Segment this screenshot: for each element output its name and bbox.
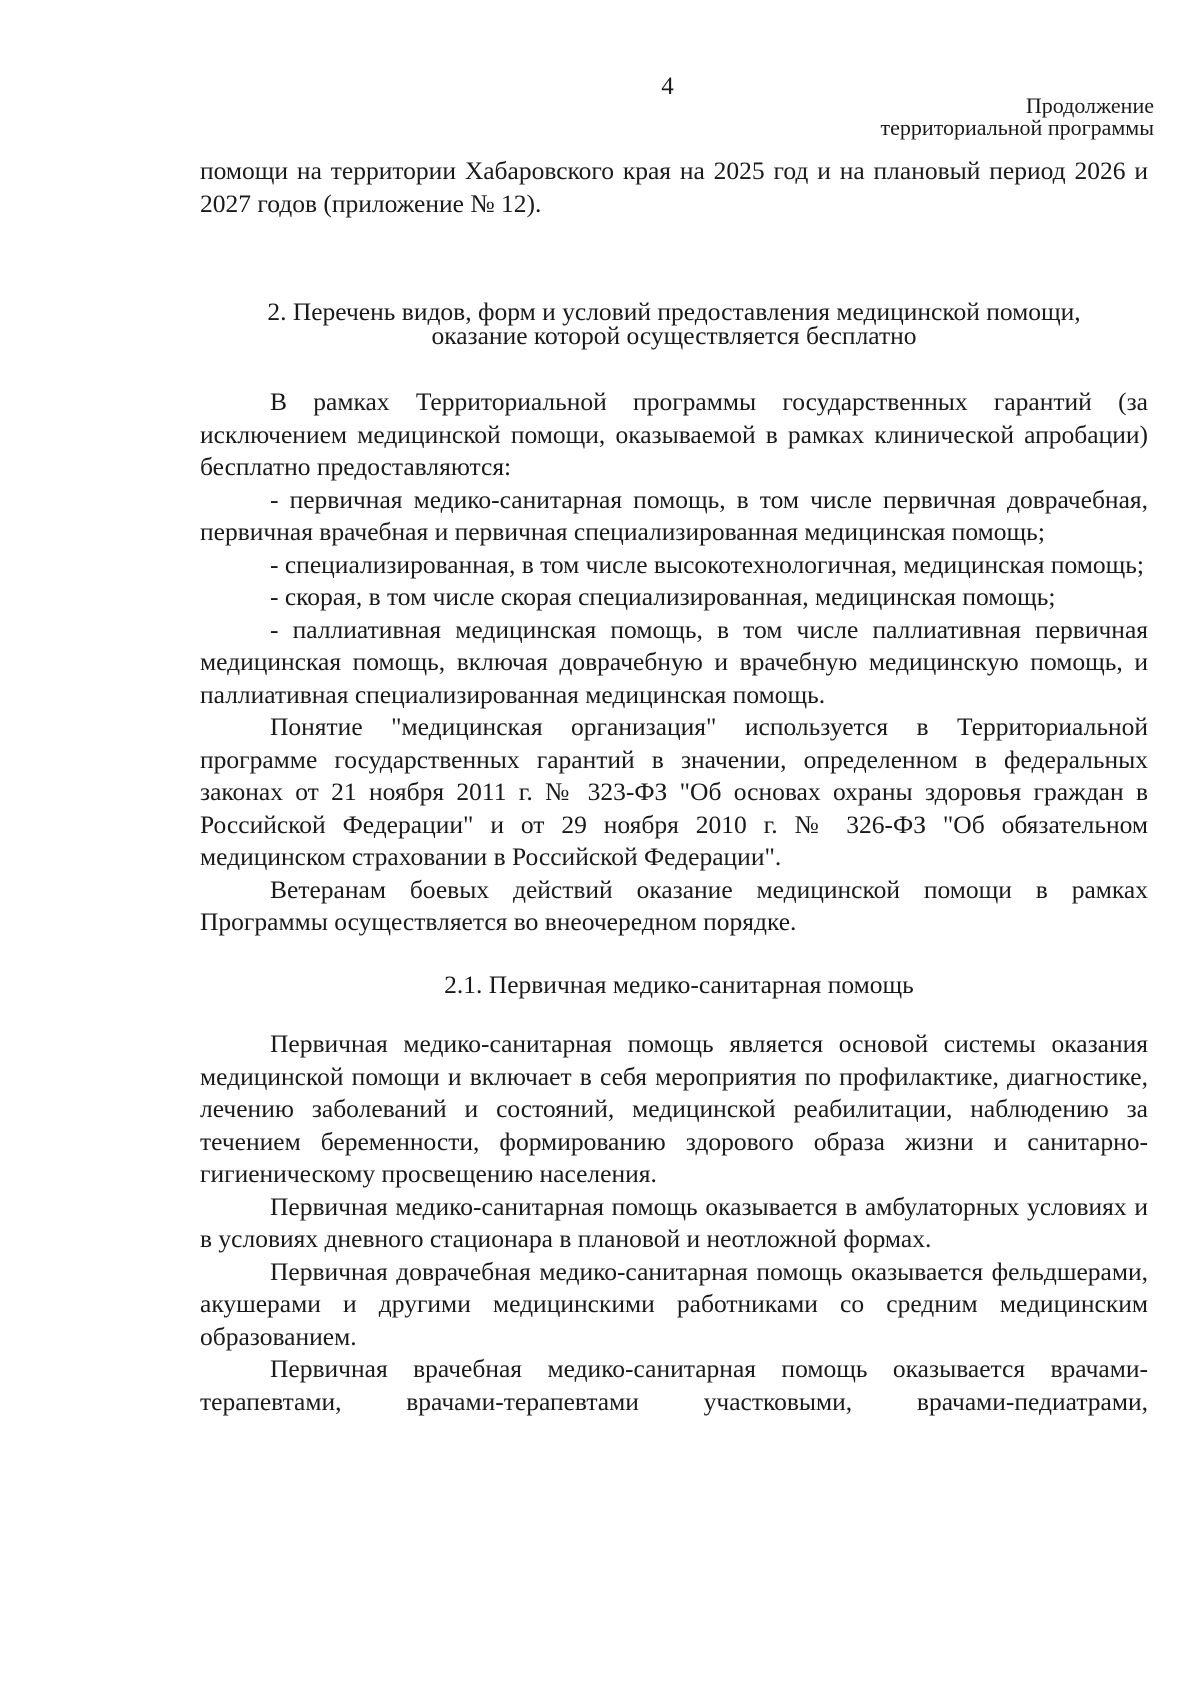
section-2-paragraph: В рамках Территориальной программы государственных гарантий (за исключением медицинской помощи, оказываемой в рамках клинической апробации) бесплатно предоставляются: (200, 387, 1148, 481)
document-body (200, 155, 1148, 1418)
section-2-1-heading: 2.1. Первичная медико-санитарная помощь (444, 969, 914, 999)
section-2-1-paragraph: Первичная медико-санитарная помощь является основой системы оказания медицинской помощи и включает в себя мероприятия по профилактике, диагностике, лечению заболеваний и состояний, медицинской реабилитации, наблюдению за течением беременности, формированию здорового образа жизни и санитарно-гигиеническому просвещению населения. (200, 1029, 1148, 1188)
continuation-note (881, 95, 1154, 139)
section-2-list-item: - скорая, в том числе скорая специализированная, медицинская помощь; (270, 582, 1056, 611)
section-2-list-item: - специализированная, в том числе высокотехнологичная, медицинская помощь; (270, 549, 1144, 579)
intro-paragraph: помощи на территории Хабаровского края на 2025 год и на плановый период 2026 и 2027 годов (приложение № 12). (200, 156, 1148, 218)
continuation-line-2: территориальной программы (880, 115, 1154, 140)
section-2-paragraph: Понятие "медицинская организация" используется в Территориальной программе государственных гарантий в значении, определенном в федеральных законах от 21 ноября 2011 г. № 323-ФЗ "Об основах охраны здоровья граждан в Российской Федерации" и от 29 ноября 2010 г. № 326-ФЗ "Об обязательном медицинском страховании в Российской Федерации". (200, 712, 1148, 871)
section-2-1-paragraph: Первичная медико-санитарная помощь оказывается в амбулаторных условиях и в условиях дневного стационара в плановой и неотложной формах. (200, 1191, 1148, 1253)
section-2-heading-line-2: оказание которой осуществляется бесплатно (431, 321, 917, 350)
continuation-line-1: Продолжение (1025, 93, 1154, 118)
section-2-list-item: - первичная медико-санитарная помощь, в том числе первичная доврачебная, первичная врачебная и первичная специализированная медицинская помощь; (200, 484, 1148, 546)
section-2-heading-line-1: 2. Перечень видов, форм и условий предоставления медицинской помощи, (267, 297, 1081, 326)
section-2-list-item: - паллиативная медицинская помощь, в том числе паллиативная первичная медицинская помощь, включая доврачебную и врачебную медицинскую помощь, и паллиативная специализированная медицинская помощь. (200, 614, 1148, 709)
section-2-paragraph: Ветеранам боевых действий оказание медицинской помощи в рамках Программы осуществляется во внеочередном порядке. (200, 874, 1148, 936)
section-2-heading (200, 297, 1148, 350)
section-2-1-paragraph: Первичная доврачебная медико-санитарная помощь оказывается фельдшерами, акушерами и другими медицинскими работниками со средним медицинским образованием. (200, 1256, 1148, 1351)
section-2-1-paragraph: Первичная врачебная медико-санитарная помощь оказывается врачами-терапевтами, врачами-терапевтами участковыми, врачами-педиатрами, (200, 1354, 1148, 1416)
page-number: 4 (661, 73, 674, 100)
